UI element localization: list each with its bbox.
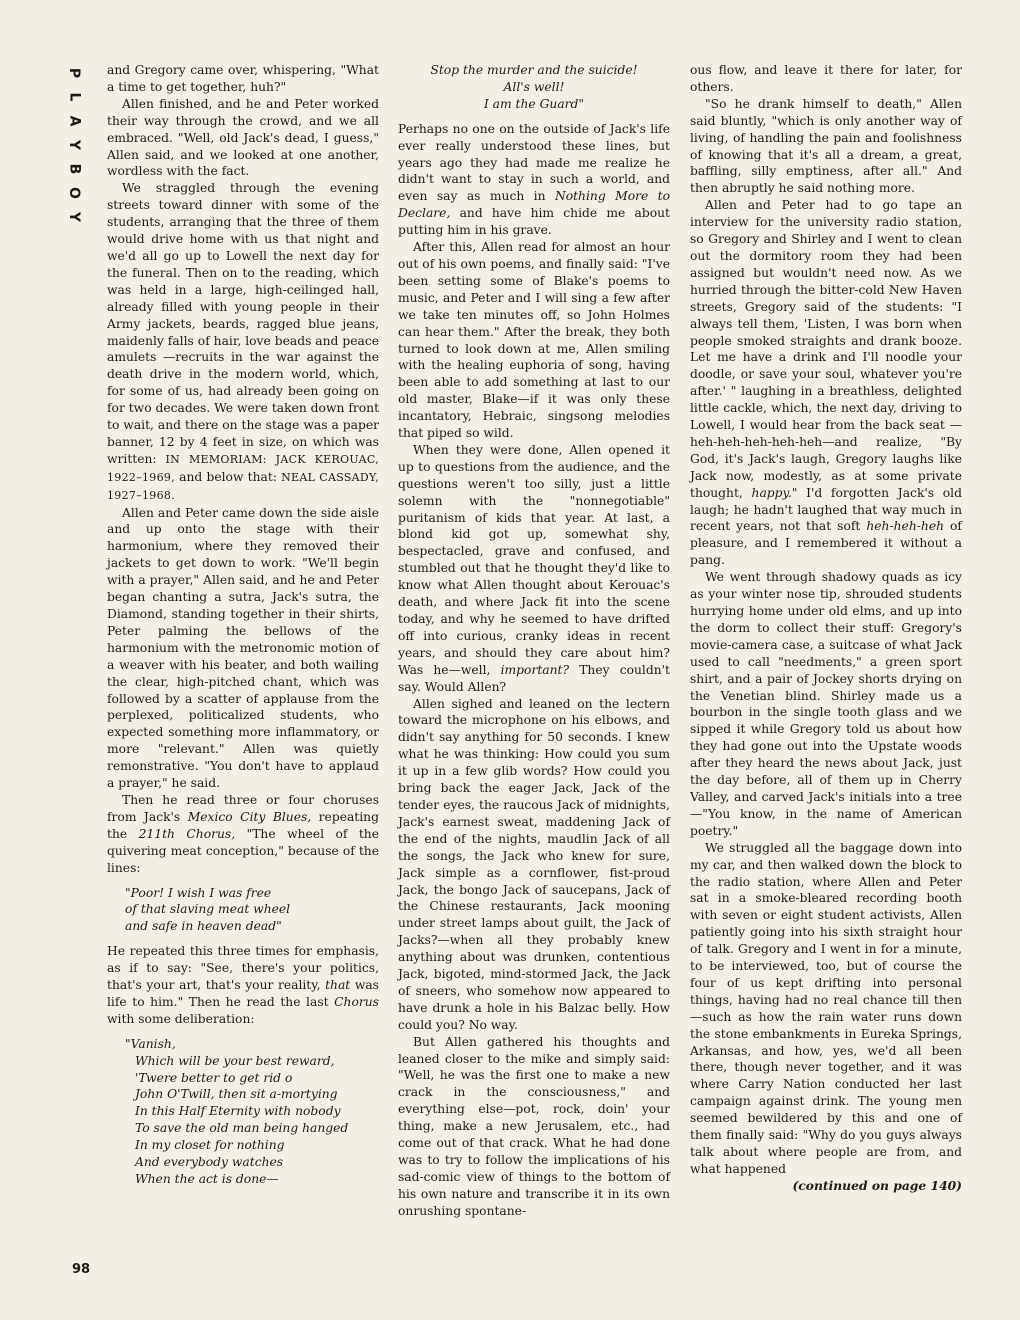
paragraph-text: " I'd forgotten Jack's old laugh; he hadn't laughed that way much in recent years, not that soft bbox=[690, 485, 962, 534]
verse-line: I am the Guard" bbox=[483, 96, 585, 111]
emphasis: heh-heh-heh bbox=[866, 519, 945, 534]
magazine-name-vertical bbox=[60, 64, 88, 226]
verse-line: "Poor! I wish I was free bbox=[125, 885, 272, 900]
text-column-3 bbox=[690, 62, 962, 1195]
paragraph bbox=[107, 943, 379, 1028]
paragraph: ous flow, and leave it there for later, for others. bbox=[690, 63, 962, 94]
verse-line: "Vanish, bbox=[125, 1036, 176, 1051]
verse-line: Which will be your best reward, bbox=[135, 1053, 335, 1068]
paragraph bbox=[107, 180, 379, 504]
mag-letter: L bbox=[65, 92, 82, 102]
paragraph: and Gregory came over, whispering, "What a time to get together, huh?" bbox=[107, 63, 379, 94]
paragraph-text: Allen and Peter had to go tape an interview for the university radio station, so Gregory and Shirley and I went to clean out the dormitory room they had been assigned but wouldn't need now. As we hurried through the bitter-cold New Haven streets, Gregory said of the students: "I always tell them, 'Listen, I was born when people smoked straights and drank booze. Let me have a drink and I'll noodle your doodle, or save your soul, whatever you're after.' " laughing in a breathless, delighted little cackle, which, the next day, driving to Lowell, I would hear from the back seat —heh-heh-heh-heh-heh—and realize, "By God, it's Jack's laugh, Gregory laughs like Jack now, modestly, as at some private thought, bbox=[690, 198, 962, 500]
paragraph bbox=[690, 197, 962, 569]
paragraph bbox=[398, 442, 670, 696]
banner-text: IN MEMORIAM: JACK KEROUAC, 1922–1969, bbox=[107, 452, 379, 484]
paragraph: Allen finished, and he and Peter worked their way through the crowd, and we all embraced. "Well, old Jack's dead, I guess," Allen said, and we looked at one another, wordless with the fact. bbox=[107, 96, 379, 179]
paragraph: We went through shadowy quads as icy as your winter nose tip, shrouded students hurrying home under old elms, and up into the dorm to collect their stuff: Gregory's movie-camera case, a suitcase of what Jack used to call "needments," a green sport shirt, and a pair of Jockey shorts drying on the Venetian blind. Shirley made us a bourbon in the single tooth glass and we sipped it while Gregory told us about how they had gone out into the Upstate woods after they heard the news about Jack, just the day before, all of them up in Cherry Valley, and carved Jack's initials into a tree—"You know, in the name of American poetry." bbox=[690, 570, 962, 838]
paragraph-text: We straggled through the evening streets toward dinner with some of the students, arranging that the three of them would drive home with us that night and we'd all go up to Lowell the next day for the funeral. Then on to the reading, which was held in a large, high-ceilinged hall, already filled with young people in their Army jackets, beards, ragged blue jeans, maidenly falls of hair, love beads and peace amulets —recruits in the war against the death drive in the modern world, which, for some of us, had already been going on for two decades. We were taken down front to wait, and there on the stage was a paper banner, 12 by 4 feet in size, on which was written: bbox=[107, 181, 380, 466]
mag-letter: P bbox=[65, 67, 82, 79]
verse-line: of that slaving meat wheel bbox=[125, 902, 291, 917]
paragraph-text: with some deliberation: bbox=[107, 1011, 255, 1026]
paragraph-text: Perhaps no one on the outside of Jack's life ever really understood these lines, but years ago they had made me realize he didn't want to stay in such a world, and even say as much in bbox=[398, 121, 670, 204]
mag-letter: Y bbox=[65, 211, 82, 223]
mag-letter: A bbox=[66, 115, 82, 127]
book-title: Mexico City Blues, bbox=[187, 809, 312, 824]
emphasis: that bbox=[325, 978, 351, 993]
text-column-1 bbox=[107, 62, 379, 1196]
paragraph-text: and below that: bbox=[179, 469, 277, 484]
chorus-title: 211th Chorus, bbox=[138, 826, 236, 841]
verse-block bbox=[125, 885, 379, 936]
verse-line: When the act is done— bbox=[135, 1172, 279, 1186]
book-title: Nothing More to Declare, bbox=[398, 189, 671, 221]
verse-line: 'Twere better to get rid o bbox=[135, 1070, 293, 1085]
verse-line: In this Half Eternity with nobody bbox=[135, 1104, 341, 1119]
paragraph: We struggled all the baggage down into my car, and then walked down the block to the radio station, where Allen and Peter sat in a smoke-bleared recording booth with seven or eight student activists, Allen patiently going into his sixth straight hour of talk. Gregory and I went in for a minute, to be interviewed, too, but of course the four of us kept drifting into personal things, having had no real chance till then—such as how the rain water runs down the stone embankments in Eureka Springs, Arkansas, and how, yes, we'd all been there, though never together, and it was where Carry Nation conducted her last campaign against drink. The young men seemed bewildered by this and one of them finally said: "Why do you guys always talk about where people are from, and what happened bbox=[690, 840, 962, 1176]
paragraph: After this, Allen read for almost an hour out of his own poems, and finally said: "I've been setting some of Blake's poems to music, and Peter and I will sing a few after we take ten minutes off, so John Holmes can hear them." After the break, they both turned to look down at me, Allen smiling with the healing euphoria of song, having been able to add something at last to our old master, Blake—if it was only these incantatory, Hebraic, singsong melodies that piped so wild. bbox=[398, 240, 670, 441]
paragraph-text: was life to him." Then he read the last bbox=[107, 978, 379, 1009]
paragraph: "So he drank himself to death," Allen said bluntly, "which is only another way of living, of handling the pain and foolishness of knowing that it's all a dream, a great, baffling, silly emptiness, after all." And then abruptly he said nothing more. bbox=[690, 96, 962, 196]
banner-text: NEAL CASSADY, 1927–1968. bbox=[107, 470, 379, 502]
paragraph: Allen and Peter came down the side aisle and up onto the stage with their harmonium, where they removed their jackets to get down to work. "We'll begin with a prayer," Allen said, and he and Peter began chanting a sutra, Jack's sutra, the Diamond, standing together in their shirts, Peter palming the bellows of the harmonium with the metronomic motion of a weaver with his beater, and both wailing the clear, high-pitched chant, which was followed by a scatter of applause from the perplexed, politicalized students, who expected something more inflammatory, or more "relevant." Allen was quietly remonstrative. "You don't have to applaud a prayer," he said. bbox=[107, 505, 379, 791]
verse-line: And everybody watches bbox=[135, 1155, 284, 1170]
verse-line: Stop the murder and the suicide! bbox=[430, 63, 638, 77]
paragraph-text: "The wheel of the quivering meat conception," because of the lines: bbox=[107, 826, 379, 875]
paragraph-text: and have him chide me about putting him in his grave. bbox=[398, 206, 670, 238]
paragraph-text: repeating the bbox=[107, 809, 379, 841]
paragraph-text: When they were done, Allen opened it up to questions from the audience, and the questions weren't too silly, just a little solemn with the "nonnegotiable" puritanism of kids that year. At last, a blond kid got up, somewhat shy, bespectacled, grave and confused, and stumbled out that he thought they'd like to know what Allen thought about Kerouac's death, and where Jack fit into the scene today, and why he seemed to have drifted off into curious, cranky ideas in recent years, and should they care about him? Was he—well, bbox=[398, 442, 670, 677]
verse-line: and safe in heaven dead" bbox=[125, 919, 282, 934]
page-number: 98 bbox=[72, 1262, 91, 1277]
paragraph: But Allen gathered his thoughts and leaned closer to the mike and simply said: "Well, he was the first one to make a new crack in the consciousness," and everything else—pot, rock, doin' your thing, make a new Jerusalem, etc., had come out of that crack. What he had done was to try to follow the implications of his sad-comic view of things to the bottom of his own nature and transcribe it in its own onrushing spontane- bbox=[398, 1034, 670, 1218]
paragraph-text: He repeated this three times for emphasis, as if to say: "See, there's your politics, that's your art, that's your reality, bbox=[107, 944, 379, 993]
verse-block bbox=[125, 1036, 379, 1188]
paragraph-text: Then he read three or four choruses from Jack's bbox=[107, 792, 379, 824]
paragraph-text: of pleasure, and I remembered it without a pang. bbox=[690, 519, 962, 568]
text-column-2 bbox=[398, 62, 670, 1220]
paragraph bbox=[107, 792, 379, 877]
emphasis: important? bbox=[500, 662, 570, 677]
verse-line: John O'Twill, then sit a-mortying bbox=[135, 1087, 338, 1102]
verse-line: To save the old man being hanged bbox=[135, 1121, 349, 1136]
mag-letter: O bbox=[66, 187, 82, 199]
continued-note: (continued on page 140) bbox=[792, 1177, 962, 1193]
mag-letter: B bbox=[65, 163, 82, 175]
verse-line: In my closet for nothing bbox=[135, 1138, 285, 1153]
verse-block bbox=[398, 62, 670, 113]
emphasis: happy. bbox=[751, 485, 792, 500]
paragraph: Allen sighed and leaned on the lectern toward the microphone on his elbows, and didn't say anything for 50 seconds. I knew what he was thinking: How could you sum it up in a few glib words? How could you bring back the eager Jack, Jack of the tender eyes, the raucous Jack of midnights, Jack's earnest sweat, maddening Jack of the end of the nights, maudlin Jack of all the songs, the Jack who knew for sure, Jack simple as a cornflower, fist-proud Jack, the bongo Jack of saucepans, Jack of the Chinese restaurants, Jack mooning under street lamps about guilt, the Jack of Jacks?—when all they probably knew anything about was drunken, contentious Jack, bigoted, mind-stormed Jack, the Jack of sneers, who somehow now appeared to have drunk a hole in his Balzac belly. How could you? No way. bbox=[398, 696, 670, 1032]
chorus-title: Chorus bbox=[334, 994, 379, 1009]
verse-line: All's well! bbox=[503, 79, 565, 94]
paragraph-text: They couldn't say. Would Allen? bbox=[398, 662, 670, 694]
paragraph bbox=[398, 121, 670, 239]
mag-letter: Y bbox=[65, 139, 82, 151]
